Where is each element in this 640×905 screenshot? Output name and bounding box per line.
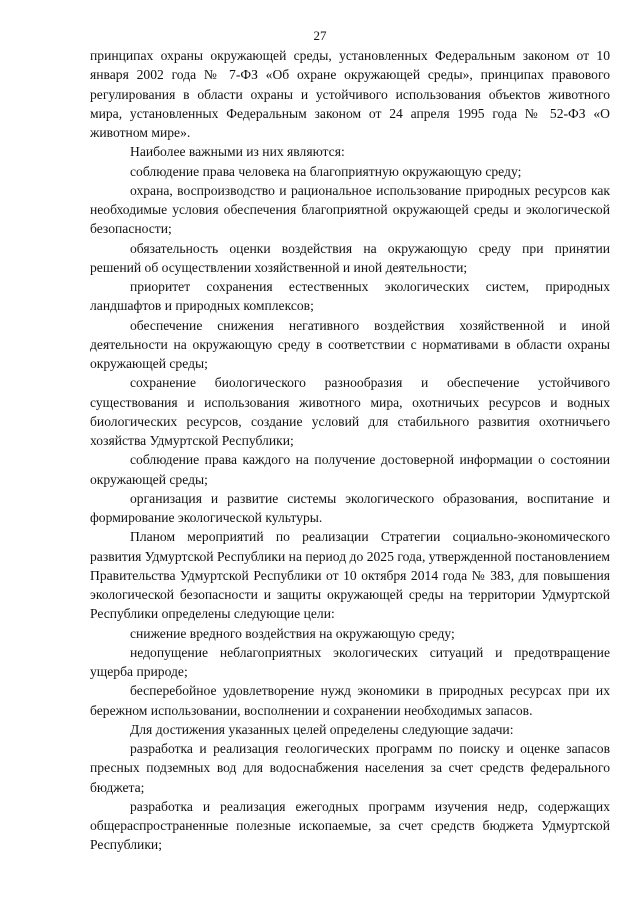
paragraph: принципах охраны окружающей среды, установленных Федеральным законом от 10 января 2002 года № 7-ФЗ «Об охране окружающей среды», принципах правового регулирования в области охраны и устойчивого использования объектов животного мира, установленных Федеральным законом от 24 апреля 1995 года № 52-ФЗ «О животном мире».	[90, 48, 610, 140]
paragraph: приоритет сохранения естественных экологических систем, природных ландшафтов и природных комплексов;	[90, 279, 610, 314]
document-body	[90, 46, 610, 855]
page-number: 27	[313, 28, 327, 43]
paragraph: обеспечение снижения негативного воздействия хозяйственной и иной деятельности на окружающую среду в соответствии с нормативами в области охраны окружающей среды;	[90, 317, 610, 371]
paragraph: Наиболее важными из них являются:	[130, 144, 345, 160]
paragraph: сохранение биологического разнообразия и обеспечение устойчивого существования и использования животного мира, охотничьих ресурсов и водных биологических ресурсов, создание условий для стабильного развития охотничьего хозяйства Удмуртской Республики;	[90, 375, 610, 448]
paragraph: обязательность оценки воздействия на окружающую среду при принятии решений об осуществлении хозяйственной и иной деятельности;	[90, 240, 610, 275]
paragraph: разработка и реализация геологических программ по поиску и оценке запасов пресных подземных вод для водоснабжения населения за счет средств федерального бюджета;	[90, 741, 610, 795]
paragraph: разработка и реализация ежегодных программ изучения недр, содержащих общераспространенные полезные ископаемые, за счет средств бюджета Удмуртской Республики;	[90, 798, 610, 853]
paragraph: недопущение неблагоприятных экологических ситуаций и предотвращение ущерба природе;	[90, 644, 610, 679]
paragraph: организация и развитие системы экологического образования, воспитание и формирование экологической культуры.	[90, 490, 610, 525]
paragraph: бесперебойное удовлетворение нужд экономики в природных ресурсах при их бережном использовании, восполнении и сохранении необходимых запасов.	[90, 683, 610, 718]
paragraph: снижение вредного воздействия на окружающую среду;	[130, 625, 455, 641]
paragraph: охрана, воспроизводство и рациональное использование природных ресурсов как необходимые условия обеспечения благоприятной окружающей среды и экологической безопасности;	[90, 182, 610, 237]
paragraph: Планом мероприятий по реализации Стратегии социально-экономического развития Удмуртской Республики на период до 2025 года, утвержденной постановлением Правительства Удмуртской Республики от 10 октября 2014 года № 383, для повышения экологической безопасности и защиты окружающей среды на территории Удмуртской Республики определены следующие цели:	[90, 529, 610, 622]
paragraph: Для достижения указанных целей определены следующие задачи:	[130, 721, 514, 737]
paragraph: соблюдение права каждого на получение достоверной информации о состоянии окружающей среды;	[90, 452, 610, 487]
paragraph: соблюдение права человека на благоприятную окружающую среду;	[130, 163, 522, 179]
